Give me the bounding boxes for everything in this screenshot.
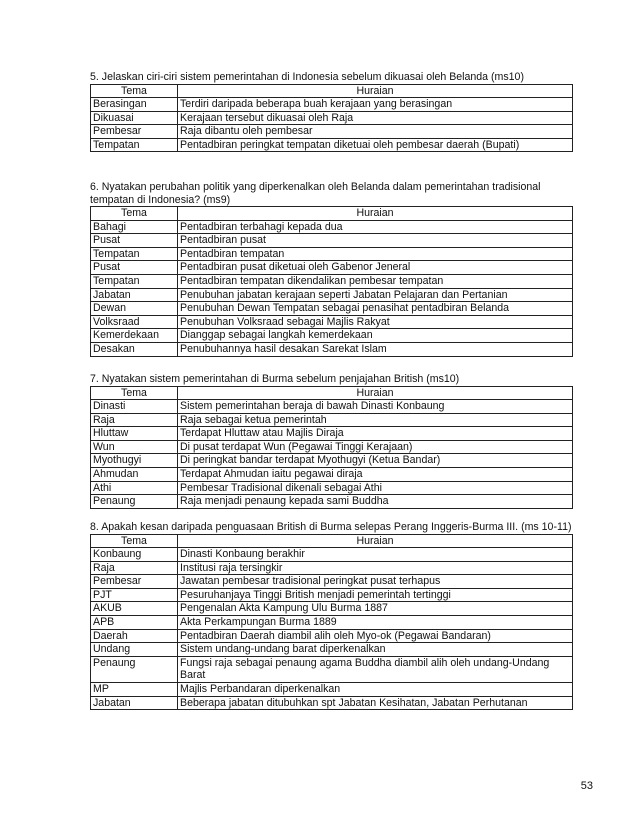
huraian-cell: Kerajaan tersebut dikuasai oleh Raja: [178, 111, 573, 125]
table-header-row: [91, 534, 573, 548]
table-row: [91, 138, 573, 152]
table-row: [91, 548, 573, 562]
huraian-cell: Raja sebagai ketua pemerintah: [178, 413, 573, 427]
question-text: 8. Apakah kesan daripada penguasaan British di Burma selepas Perang Inggeris-Burma III. (ms 10-11): [90, 521, 572, 533]
huraian-cell: Pengenalan Akta Kampung Ulu Burma 1887: [178, 602, 573, 616]
tema-cell: Kemerdekaan: [91, 329, 178, 343]
header-huraian: Huraian: [178, 534, 573, 548]
header-huraian: Huraian: [178, 84, 573, 98]
huraian-cell: Pembesar Tradisional dikenali sebagai Athi: [178, 481, 573, 495]
huraian-cell: Penubuhannya hasil desakan Sarekat Islam: [178, 342, 573, 356]
tema-cell: Undang: [91, 643, 178, 657]
table-row: [91, 575, 573, 589]
page-number: 53: [580, 780, 593, 792]
huraian-cell: Jawatan pembesar tradisional peringkat pusat terhapus: [178, 575, 573, 589]
table-row: [91, 220, 573, 234]
table-row: [91, 696, 573, 710]
section-q8: [90, 521, 572, 710]
section-q7: [90, 373, 572, 509]
tema-cell: Pusat: [91, 261, 178, 275]
tema-cell: Myothugyi: [91, 454, 178, 468]
tema-cell: Wun: [91, 440, 178, 454]
tema-cell: Dikuasai: [91, 111, 178, 125]
answer-table: [90, 386, 573, 509]
tema-cell: Ahmudan: [91, 468, 178, 482]
tema-cell: Dinasti: [91, 400, 178, 414]
tema-cell: Hluttaw: [91, 427, 178, 441]
table-row: [91, 643, 573, 657]
huraian-cell: Terdapat Hluttaw atau Majlis Diraja: [178, 427, 573, 441]
table-row: [91, 656, 573, 682]
huraian-cell: Pentadbiran tempatan: [178, 247, 573, 261]
table-row: [91, 98, 573, 112]
table-row: [91, 481, 573, 495]
question-text: 6. Nyatakan perubahan politik yang diperkenalkan oleh Belanda dalam pemerintahan tradisional tempatan di Indonesia? (ms9): [90, 181, 541, 206]
section-q5: [90, 71, 572, 152]
table-row: [91, 274, 573, 288]
header-tema: Tema: [91, 207, 178, 221]
table-row: [91, 342, 573, 356]
tema-cell: Raja: [91, 413, 178, 427]
table-row: [91, 468, 573, 482]
tema-cell: MP: [91, 683, 178, 697]
huraian-cell: Penubuhan Dewan Tempatan sebagai penasihat pentadbiran Belanda: [178, 302, 573, 316]
table-row: [91, 629, 573, 643]
answer-table: [90, 84, 573, 153]
tema-cell: Konbaung: [91, 548, 178, 562]
tema-cell: Pusat: [91, 234, 178, 248]
header-huraian: Huraian: [178, 386, 573, 400]
header-tema: Tema: [91, 84, 178, 98]
huraian-cell: Majlis Perbandaran diperkenalkan: [178, 683, 573, 697]
huraian-cell: Sistem undang-undang barat diperkenalkan: [178, 643, 573, 657]
table-row: [91, 400, 573, 414]
table-header-row: [91, 207, 573, 221]
header-tema: Tema: [91, 534, 178, 548]
table-row: [91, 247, 573, 261]
huraian-cell: Dianggap sebagai langkah kemerdekaan: [178, 329, 573, 343]
table-row: [91, 329, 573, 343]
table-row: [91, 234, 573, 248]
huraian-cell: Pentadbiran tempatan dikendalikan pembesar tempatan: [178, 274, 573, 288]
tema-cell: Penaung: [91, 495, 178, 509]
table-row: [91, 616, 573, 630]
huraian-cell: Pentadbiran peringkat tempatan diketuai oleh pembesar daerah (Bupati): [178, 138, 573, 152]
huraian-cell: Institusi raja tersingkir: [178, 561, 573, 575]
tema-cell: Jabatan: [91, 696, 178, 710]
table-row: [91, 561, 573, 575]
header-tema: Tema: [91, 386, 178, 400]
tema-cell: Daerah: [91, 629, 178, 643]
table-header-row: [91, 84, 573, 98]
table-row: [91, 454, 573, 468]
huraian-cell: Pentadbiran pusat: [178, 234, 573, 248]
huraian-cell: Akta Perkampungan Burma 1889: [178, 616, 573, 630]
section-q6: [90, 181, 572, 357]
huraian-cell: Raja menjadi penaung kepada sami Buddha: [178, 495, 573, 509]
tema-cell: APB: [91, 616, 178, 630]
question-text: 5. Jelaskan ciri-ciri sistem pemerintahan di Indonesia sebelum dikuasai oleh Belanda (ms10): [90, 71, 524, 83]
header-huraian: Huraian: [178, 207, 573, 221]
tema-cell: PJT: [91, 588, 178, 602]
tema-cell: Raja: [91, 561, 178, 575]
huraian-cell: Pesuruhanjaya Tinggi British menjadi pemerintah tertinggi: [178, 588, 573, 602]
tema-cell: Tempatan: [91, 274, 178, 288]
huraian-cell: Beberapa jabatan ditubuhkan spt Jabatan Kesihatan, Jabatan Perhutanan: [178, 696, 573, 710]
tema-cell: Volksraad: [91, 315, 178, 329]
huraian-cell: Pentadbiran Daerah diambil alih oleh Myo-ok (Pegawai Bandaran): [178, 629, 573, 643]
table-row: [91, 440, 573, 454]
tema-cell: AKUB: [91, 602, 178, 616]
table-row: [91, 683, 573, 697]
huraian-cell: Dinasti Konbaung berakhir: [178, 548, 573, 562]
table-row: [91, 302, 573, 316]
table-header-row: [91, 386, 573, 400]
table-row: [91, 315, 573, 329]
table-row: [91, 111, 573, 125]
huraian-cell: Di peringkat bandar terdapat Myothugyi (Ketua Bandar): [178, 454, 573, 468]
table-row: [91, 588, 573, 602]
huraian-cell: Terdapat Ahmudan iaitu pegawai diraja: [178, 468, 573, 482]
huraian-cell: Pentadbiran terbahagi kepada dua: [178, 220, 573, 234]
tema-cell: Pembesar: [91, 575, 178, 589]
answer-table: [90, 206, 573, 357]
huraian-cell: Sistem pemerintahan beraja di bawah Dinasti Konbaung: [178, 400, 573, 414]
table-row: [91, 602, 573, 616]
table-row: [91, 413, 573, 427]
tema-cell: Pembesar: [91, 125, 178, 139]
answer-table: [90, 534, 573, 711]
table-row: [91, 288, 573, 302]
tema-cell: Penaung: [91, 656, 178, 682]
huraian-cell: Terdiri daripada beberapa buah kerajaan yang berasingan: [178, 98, 573, 112]
huraian-cell: Raja dibantu oleh pembesar: [178, 125, 573, 139]
table-row: [91, 495, 573, 509]
tema-cell: Tempatan: [91, 247, 178, 261]
tema-cell: Jabatan: [91, 288, 178, 302]
tema-cell: Athi: [91, 481, 178, 495]
huraian-cell: Pentadbiran pusat diketuai oleh Gabenor Jeneral: [178, 261, 573, 275]
tema-cell: Tempatan: [91, 138, 178, 152]
question-text: 7. Nyatakan sistem pemerintahan di Burma sebelum penjajahan British (ms10): [90, 373, 460, 385]
table-row: [91, 261, 573, 275]
tema-cell: Desakan: [91, 342, 178, 356]
tema-cell: Dewan: [91, 302, 178, 316]
huraian-cell: Penubuhan jabatan kerajaan seperti Jabatan Pelajaran dan Pertanian: [178, 288, 573, 302]
huraian-cell: Fungsi raja sebagai penaung agama Buddha diambil alih oleh undang-Undang Barat: [178, 656, 573, 682]
table-row: [91, 125, 573, 139]
tema-cell: Bahagi: [91, 220, 178, 234]
table-row: [91, 427, 573, 441]
tema-cell: Berasingan: [91, 98, 178, 112]
huraian-cell: Di pusat terdapat Wun (Pegawai Tinggi Kerajaan): [178, 440, 573, 454]
huraian-cell: Penubuhan Volksraad sebagai Majlis Rakyat: [178, 315, 573, 329]
